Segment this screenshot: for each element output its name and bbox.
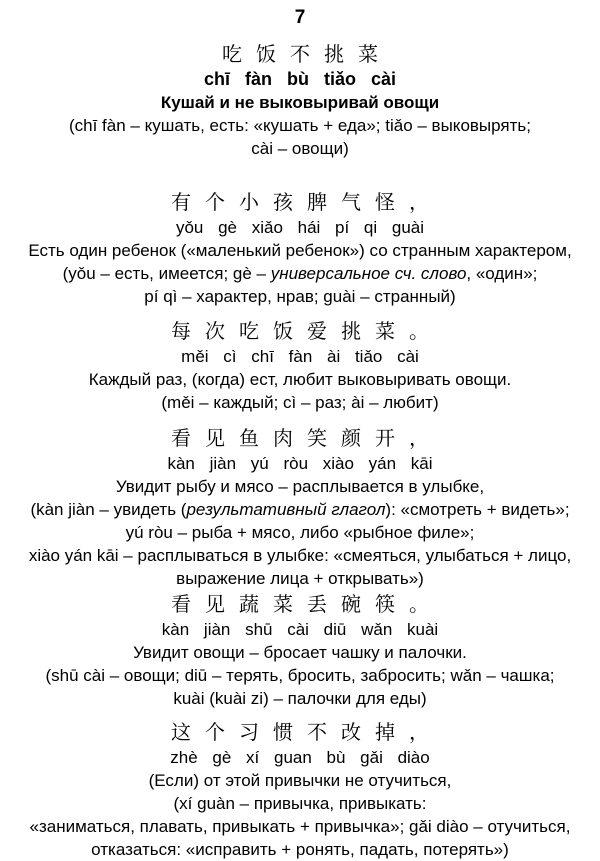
stanza-3: [0, 424, 600, 590]
title-hanzi: 吃饭不挑菜: [222, 42, 392, 66]
stanza-translation: (Если) от этой привычки не отучиться,: [148, 771, 452, 790]
stanza-hanzi: 看见蔬菜丢碗筷。: [171, 592, 443, 616]
stanza-gloss: (yǒu – есть, имеется; gè – универсальное сч. слово, «один»;: [62, 264, 538, 283]
page-number: 7: [294, 7, 306, 28]
title-gloss: cài – овощи): [251, 139, 349, 158]
stanza-1: [0, 188, 600, 308]
stanza-gloss: kuài (kuài zi) – палочки для еды): [173, 689, 427, 708]
stanza-pinyin: měi cì chī fàn ài tiǎo cài: [181, 347, 419, 366]
stanza-translation: Увидит овощи – бросает чашку и палочки.: [133, 643, 467, 662]
stanza-gloss: (kàn jiàn – увидеть (результативный глагол): «смотреть + видеть»;: [30, 500, 570, 519]
stanza-gloss: (xí guàn – привычка, привыкать:: [173, 794, 427, 813]
stanza-gloss: xiào yán kāi – расплываться в улыбке: «смеяться, улыбаться + лицо,: [28, 546, 572, 565]
stanza-gloss: отказаться: «исправить + ронять, падать, потерять»): [91, 840, 509, 859]
stanza-translation: Увидит рыбу и мясо – расплывается в улыбке,: [115, 477, 485, 496]
stanza-hanzi: 有个小孩脾气怪，: [171, 190, 443, 214]
stanza-gloss: (shū cài – овощи; diū – терять, бросить, забросить; wǎn – чашка;: [45, 666, 555, 685]
stanza-pinyin: kàn jiàn shū cài diū wǎn kuài: [161, 620, 439, 639]
stanza-gloss: выражение лица + открывать»): [176, 569, 424, 588]
stanza-2: [0, 317, 600, 414]
stanza-4: [0, 590, 600, 710]
stanza-pinyin: yǒu gè xiǎo hái pí qi guài: [175, 218, 425, 237]
stanza-gloss: pí qì – характер, нрав; guài – странный): [144, 287, 456, 306]
title-pinyin: chī fàn bù tiǎo cài: [203, 69, 397, 89]
stanza-gloss: yú ròu – рыба + мясо, либо «рыбное филе»;: [125, 523, 475, 542]
stanza-gloss: «заниматься, плавать, привыкать + привычка»; gǎi diào – отучиться,: [29, 817, 571, 836]
stanza-pinyin: zhè gè xí guan bù gǎi diào: [170, 748, 430, 767]
stanza-hanzi: 每次吃饭爱挑菜。: [171, 319, 443, 343]
stanza-hanzi: 这个习惯不改掉，: [171, 720, 443, 744]
stanza-translation: Есть один ребенок («маленький ребенок») со странным характером,: [28, 241, 572, 260]
title-russian: Кушай и не выковыривай овощи: [160, 93, 440, 112]
title-block: [0, 40, 600, 160]
stanza-translation: Каждый раз, (когда) ест, любит выковыривать овощи.: [88, 370, 512, 389]
stanza-hanzi: 看见鱼肉笑颜开，: [171, 426, 443, 450]
stanza-gloss: (měi – каждый; cì – раз; ài – любит): [161, 393, 439, 412]
title-gloss: (chī fàn – кушать, есть: «кушать + еда»; tiǎo – выковырять;: [69, 116, 531, 135]
stanza-pinyin: kàn jiàn yú ròu xiào yán kāi: [167, 454, 433, 473]
stanza-5: [0, 718, 600, 861]
